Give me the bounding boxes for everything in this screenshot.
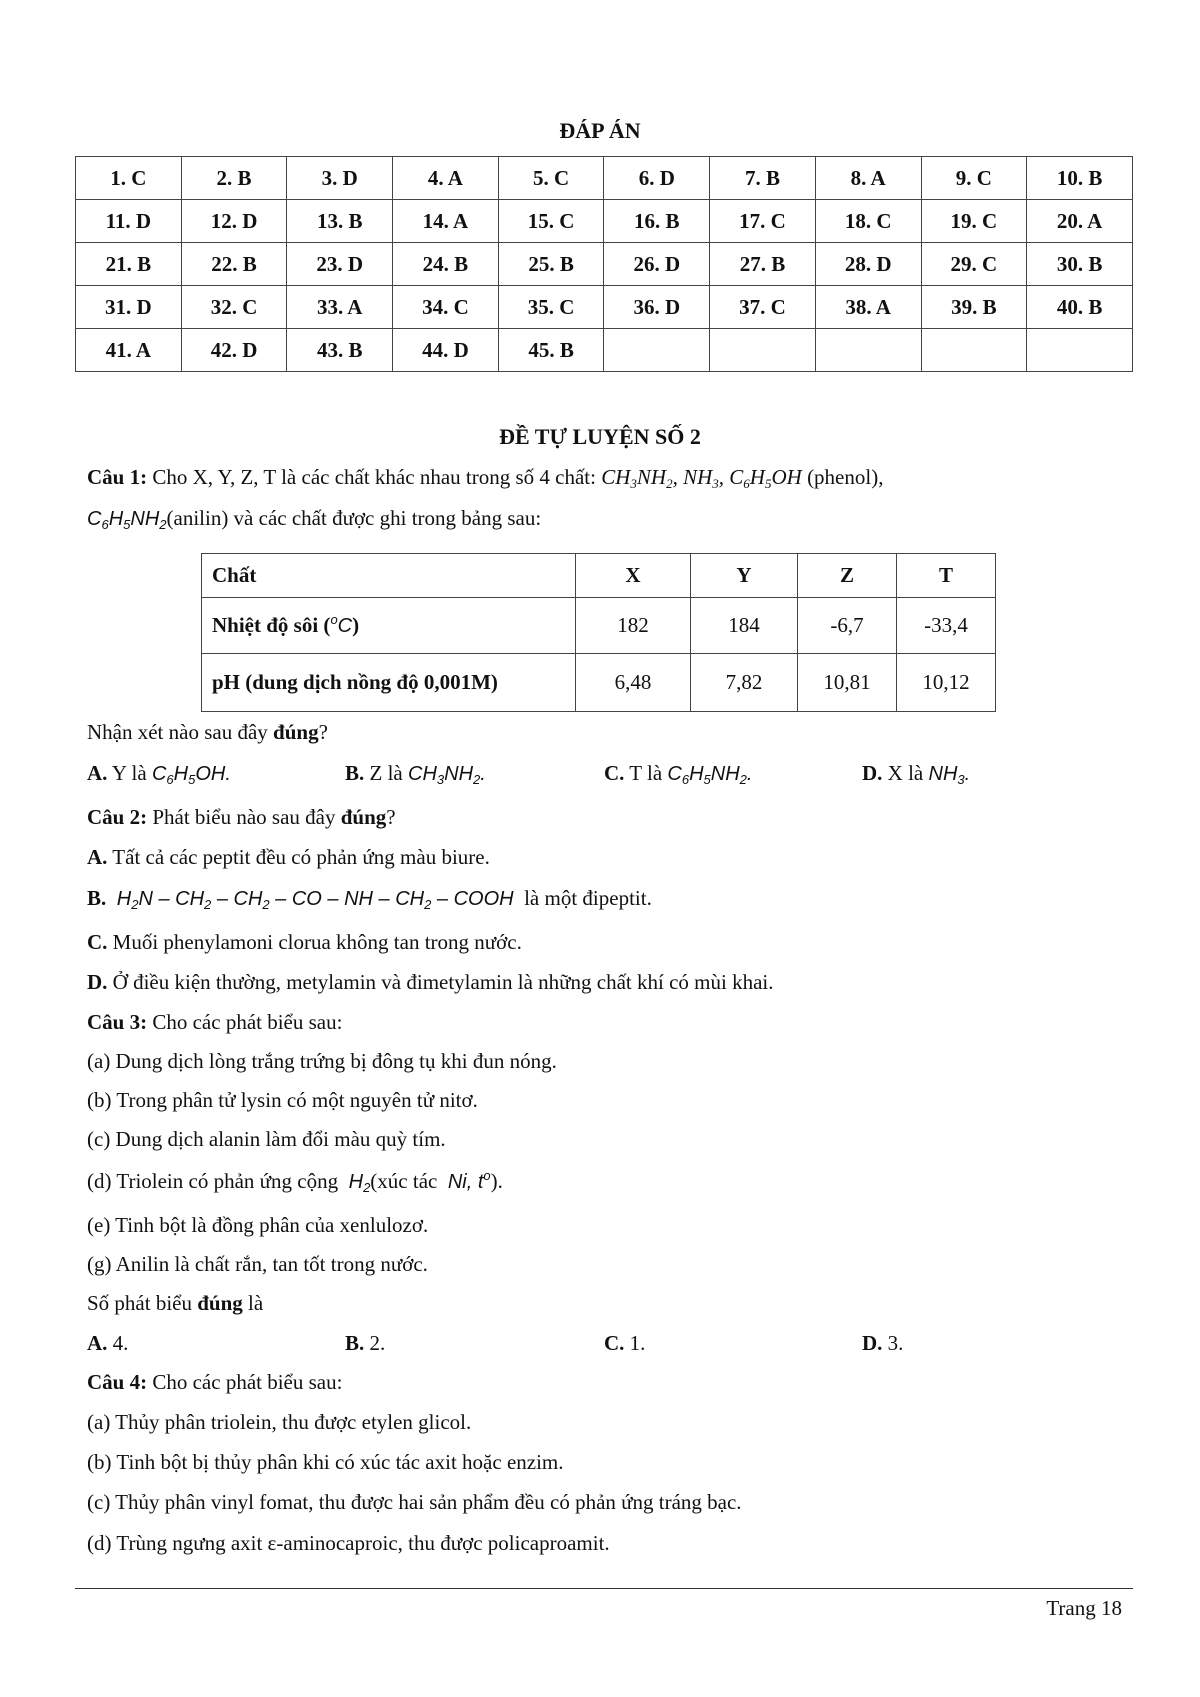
answer-key-cell: 39. B — [921, 286, 1027, 329]
q4-statement-a: (a) Thủy phân triolein, thu được etylen glicol. — [87, 1410, 472, 1434]
q1-aniline-formula: $C_6H_5NH_2$ — [87, 508, 167, 532]
answer-key-cell: 42. D — [181, 329, 287, 372]
footer-divider — [75, 1588, 1133, 1589]
answer-key-cell: 18. C — [815, 200, 921, 243]
q1-table-cell: -33,4 — [897, 598, 996, 654]
answer-key-cell: 6. D — [604, 157, 710, 200]
answer-key-cell: 38. A — [815, 286, 921, 329]
q1-option-d: D. X là $NH_3$. — [862, 761, 971, 787]
answer-key-cell: 33. A — [287, 286, 393, 329]
q1-table-cell: 182 — [576, 598, 691, 654]
answer-key-cell: 34. C — [393, 286, 499, 329]
answer-key-cell: 45. B — [498, 329, 604, 372]
answer-key-cell: 5. C — [498, 157, 604, 200]
q1-stem-2 — [87, 506, 541, 531]
q1-formula-list: $CH_3NH_2$, $NH_3$, $C_6H_5OH$ — [601, 465, 802, 491]
q1-option-a: A. Y là $C_6H_5OH$. — [87, 761, 231, 787]
q4-statement-d: (d) Trùng ngưng axit ε-aminocaproic, thu được policaproamit. — [87, 1531, 610, 1555]
answer-key-cell: 12. D — [181, 200, 287, 243]
q2-stem: Câu 2: Phát biểu nào sau đây đúng? — [87, 805, 396, 829]
q3-option-d: D. 3. — [862, 1331, 904, 1355]
q1-text-c: (anilin) và các chất được ghi trong bảng sau: — [166, 506, 542, 530]
answer-key-cell — [710, 329, 816, 372]
answer-key-cell: 31. D — [76, 286, 182, 329]
answer-key-row — [76, 157, 1133, 200]
answer-key-row — [76, 286, 1133, 329]
q3-statement-c: (c) Dung dịch alanin làm đổi màu quỳ tím. — [87, 1127, 446, 1151]
q3-statement-e: (e) Tinh bột là đồng phân của xenlulozơ. — [87, 1213, 429, 1237]
answer-key-cell: 20. A — [1027, 200, 1133, 243]
answer-key-row — [76, 329, 1133, 372]
q4-stem: Câu 4: Cho các phát biểu sau: — [87, 1370, 343, 1394]
answer-key-cell: 44. D — [393, 329, 499, 372]
q3-statement-b: (b) Trong phân tử lysin có một nguyên tử nitơ. — [87, 1088, 478, 1112]
answer-key-cell: 17. C — [710, 200, 816, 243]
answer-key-cell — [604, 329, 710, 372]
answer-key-cell: 15. C — [498, 200, 604, 243]
answer-key-title: ĐÁP ÁN — [559, 118, 641, 143]
q3-option-c: C. 1. — [604, 1331, 646, 1355]
answer-key-cell: 1. C — [76, 157, 182, 200]
answer-key-cell: 13. B — [287, 200, 393, 243]
q1-text-b: (phenol), — [807, 465, 884, 489]
q3-statement-a: (a) Dung dịch lòng trắng trứng bị đông tụ khi đun nóng. — [87, 1049, 557, 1073]
q1-option-c: C. T là $C_6H_5NH_2$. — [604, 761, 753, 787]
answer-key-cell: 19. C — [921, 200, 1027, 243]
answer-key-cell: 25. B — [498, 243, 604, 286]
q3-stem: Câu 3: Cho các phát biểu sau: — [87, 1010, 343, 1034]
answer-key-cell: 8. A — [815, 157, 921, 200]
q3-statement-d: (d) Triolein có phản ứng cộng $H_2(xúc$ tác Ni, $t^o$). — [87, 1168, 503, 1195]
q1-option-b: B. Z là $CH_3NH_2$. — [345, 761, 486, 787]
q1-table-header-t: T — [897, 554, 996, 598]
answer-key-cell: 4. A — [393, 157, 499, 200]
q1-label: Câu 1: — [87, 465, 148, 489]
q1-table-row-ph-label: pH (dung dịch nồng độ 0,001M) — [202, 654, 576, 712]
answer-key-cell: 24. B — [393, 243, 499, 286]
answer-key-cell: 23. D — [287, 243, 393, 286]
answer-key-cell: 3. D — [287, 157, 393, 200]
answer-key-cell: 11. D — [76, 200, 182, 243]
q4-statement-b: (b) Tinh bột bị thủy phân khi có xúc tác axit hoặc enzim. — [87, 1450, 564, 1474]
q3-statement-g: (g) Anilin là chất rắn, tan tốt trong nước. — [87, 1252, 428, 1276]
q2-option-d: D. Ở điều kiện thường, metylamin và đimetylamin là những chất khí có mùi khai. — [87, 970, 774, 994]
answer-key-cell: 37. C — [710, 286, 816, 329]
q1-text-a: Cho X, Y, Z, T là các chất khác nhau trong số 4 chất: — [152, 465, 596, 489]
answer-key-cell: 36. D — [604, 286, 710, 329]
answer-key-cell: 28. D — [815, 243, 921, 286]
answer-key-row — [76, 200, 1133, 243]
q1-table-cell: 6,48 — [576, 654, 691, 712]
answer-key-cell: 29. C — [921, 243, 1027, 286]
q1-table-cell: 10,12 — [897, 654, 996, 712]
answer-key-cell — [1027, 329, 1133, 372]
q4-statement-c: (c) Thủy phân vinyl fomat, thu được hai sản phẩm đều có phản ứng tráng bạc. — [87, 1490, 742, 1514]
q1-property-table — [201, 553, 996, 712]
q1-table-header-z: Z — [798, 554, 897, 598]
q1-table-row-boiling-label: Nhiệt độ sôi ($^o$C) — [202, 598, 576, 654]
section-title: ĐỀ TỰ LUYỆN SỐ 2 — [499, 424, 701, 449]
answer-key-cell — [921, 329, 1027, 372]
answer-key-cell: 14. A — [393, 200, 499, 243]
q1-table-cell: 7,82 — [691, 654, 798, 712]
answer-key-cell: 40. B — [1027, 286, 1133, 329]
answer-key-cell: 35. C — [498, 286, 604, 329]
q3-option-a: A. 4. — [87, 1331, 129, 1355]
q1-stem — [87, 465, 1123, 490]
q1-table-cell: -6,7 — [798, 598, 897, 654]
q1-table-cell: 10,81 — [798, 654, 897, 712]
q3-option-b: B. 2. — [345, 1331, 386, 1355]
answer-key-cell: 26. D — [604, 243, 710, 286]
answer-key-cell: 41. A — [76, 329, 182, 372]
answer-key-cell: 32. C — [181, 286, 287, 329]
answer-key-cell: 9. C — [921, 157, 1027, 200]
answer-key-cell: 43. B — [287, 329, 393, 372]
answer-key-cell: 2. B — [181, 157, 287, 200]
q1-table-header-substance: Chất — [202, 554, 576, 598]
answer-key-cell — [815, 329, 921, 372]
q2-option-a: A. Tất cả các peptit đều có phản ứng màu biure. — [87, 845, 490, 869]
answer-key-cell: 30. B — [1027, 243, 1133, 286]
q2-option-c: C. Muối phenylamoni clorua không tan trong nước. — [87, 930, 522, 954]
answer-key-table — [75, 156, 1133, 372]
answer-key-cell: 10. B — [1027, 157, 1133, 200]
answer-key-cell: 7. B — [710, 157, 816, 200]
q1-table-header-y: Y — [691, 554, 798, 598]
answer-key-cell: 16. B — [604, 200, 710, 243]
page-number: Trang 18 — [1046, 1596, 1122, 1620]
q1-question: Nhận xét nào sau đây đúng? — [87, 720, 328, 744]
q1-table-header-x: X — [576, 554, 691, 598]
q2-option-b: B. $H_2N - CH_2 - CH_2$ – CO – NH – $CH_2$ – COOH là một đipeptit. — [87, 886, 652, 912]
q3-count-question: Số phát biểu đúng là — [87, 1291, 264, 1315]
answer-key-row — [76, 243, 1133, 286]
answer-key-cell: 27. B — [710, 243, 816, 286]
answer-key-cell: 21. B — [76, 243, 182, 286]
q1-table-cell: 184 — [691, 598, 798, 654]
answer-key-cell: 22. B — [181, 243, 287, 286]
